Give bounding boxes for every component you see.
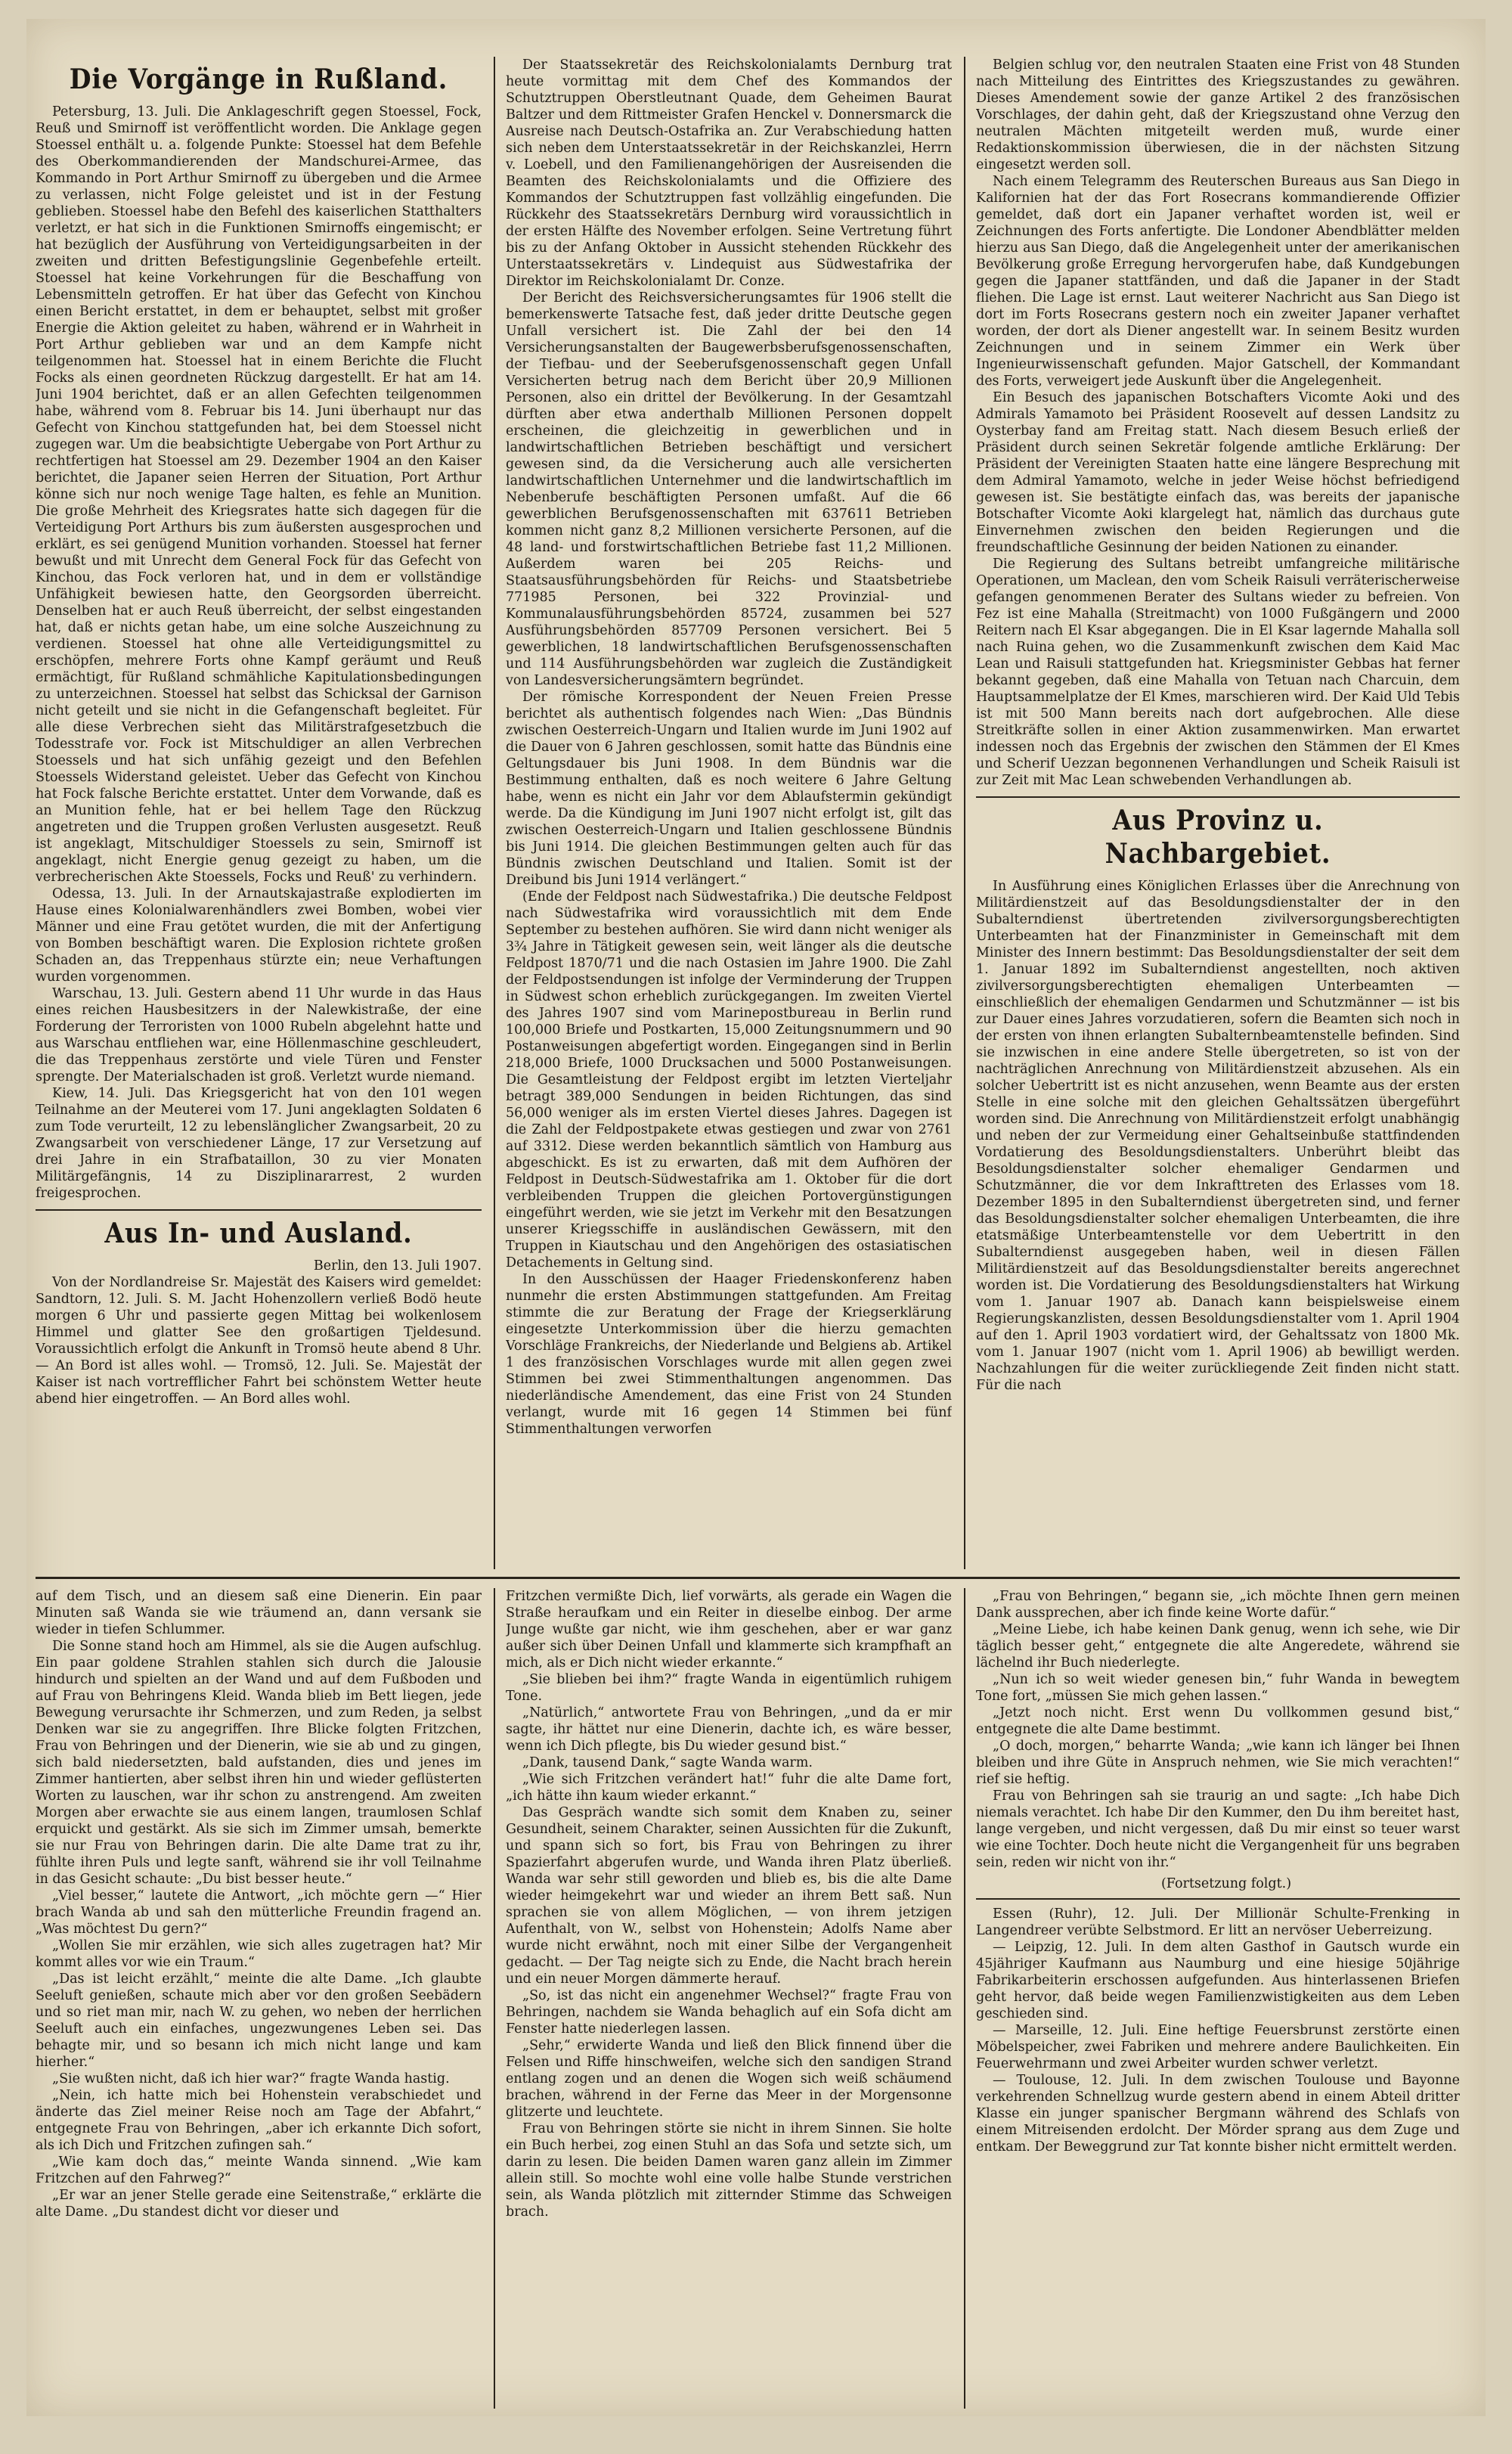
dateline: Berlin, den 13. Juli 1907. bbox=[313, 1258, 482, 1274]
foreign-paragraph: Die Regierung des Sultans betreibt umfangreiche militärische Operationen, um Maclean, den vom Scheik Raisuli verräterischerweise gefangen genommenen Berater des Sultans wieder zu befreien. Von Fez ist eine Mahalla (Streitmacht) von 1000 Fußgängern und 2000 Reitern nach El Ksar abgegangen. Die in El Ksar lagernde Mahalla soll nach Ruina gehen, wo die Zusammenkunft zwischen dem Kaid Mac Lean und Raisuli stattgefunden hat. Kriegsminister Gebbas hat ferner bekannt gegeben, daß eine Mahalla von Tetuan nach Charcuin, dem Hauptsammelplatze der El Kmes, marschieren wird. Der Kaid Uld Tebis ist mit 500 Mann bereits nach dort aufgebrochen. Alle diese Streitkräfte sollen in einer Aktion zusammenwirken. Man erwartet indessen noch das Ergebnis der zwischen den Stämmen der El Kmes und Scherif Uezzan begonnenen Verhandlungen und Scheik Raisuli ist zur Zeit mit Mac Lean schwebenden Verhandlungen ab. bbox=[976, 557, 1460, 788]
foreign-paragraph: Nach einem Telegramm des Reuterschen Bureaus aus San Diego in Kalifornien hat der das Fort Rosecrans kommandierende Offizier gemeldet, daß dort ein Japaner verhaftet worden ist, weil er Zeichnungen des Forts anfertigte. Die Londoner Abendblätter melden hierzu aus San Diego, daß die Angelegenheit unter der amerikanischen Bevölkerung große Erregung hervorgerufen habe, daß Kundgebungen gegen die Japaner stattfänden, und daß die Japaner in der Stadt fliehen. Die Lage ist ernst. Laut weiterer Nachricht aus San Diego ist dort im Forts Rosecrans gestern noch ein zweiter Japaner verhaftet worden, der dort als Diener angestellt war. In seinem Besitz wurden Zeichnungen und in seinem Zimmer ein Werk über Ingenieurwissenschaft gefunden. Major Gatschell, der Kommandant des Forts, verweigert jede Auskunft über die Angelegenheit. bbox=[976, 174, 1460, 389]
column-politics bbox=[506, 57, 952, 1569]
serial-paragraph: „Wollen Sie mir erzählen, wie sich alles zugetragen hat? Mir kommt alles vor wie ein Traum.“ bbox=[36, 1938, 482, 1970]
local-paragraph: Essen (Ruhr), 12. Juli. Der Millionär Schulte-Frenking in Langendreer verübte Selbstmord. Er litt an nervöser Ueberreizung. bbox=[976, 1906, 1460, 1938]
serial-paragraph: Die Sonne stand hoch am Himmel, als sie die Augen aufschlug. Ein paar goldene Strahlen stahlen sich durch die Jalousie hindurch und spielten an der Wand und auf dem Fußboden und auf Frau von Behringens Kleid. Wanda blieb im Bett liegen, jede Bewegung verursachte ihr Schmerzen, und zum Reden, ja selbst Denken war sie zu angegriffen. Ihre Blicke folgten Fritzchen, Frau von Behringen und der Dienerin, wie sie ab und zu gingen, sich bald niedersetzten, bald aufstanden, dies und jenes im Zimmer hantierten, aber selbst ihren hin und wieder geflüsterten Worten zu lauschen, war ihr schon zu anstrengend. Am zweiten Morgen aber erwachte sie aus einem langen, traumlosen Schlaf erquickt und gestärkt. Als sie sich im Zimmer umsah, bemerkte sie nur Frau von Behringen darin. Die alte Dame trat zu ihr, fühlte ihren Puls und legte sanft, während sie ihr voll Teilnahme in das Gesicht schaute: „Du bist besser heute.“ bbox=[36, 1639, 482, 1887]
heading-russia: Die Vorgänge in Rußland. bbox=[69, 64, 448, 95]
serial-paragraph: Fritzchen vermißte Dich, lief vorwärts, als gerade ein Wagen die Straße heraufkam und ein Reiter in dieselbe einbog. Der arme Junge wußte gar nicht, wie ihm geschehen, aber er war ganz außer sich über Deinen Unfall und klammerte sich krampfhaft an mich, als er Dich nicht wieder erkannte.“ bbox=[506, 1589, 952, 1671]
serial-paragraph: „Er war an jener Stelle gerade eine Seitenstraße,“ erklärte die alte Dame. „Du standest dicht vor dieser und bbox=[36, 2188, 482, 2220]
serial-paragraph: „Dank, tausend Dank,“ sagte Wanda warm. bbox=[522, 1755, 813, 1770]
politics-paragraph: Der römische Korrespondent der Neuen Freien Presse berichtet als authentisch folgendes nach Wien: „Das Bündnis zwischen Oesterreich-Ungarn und Italien wurde im Juni 1902 auf die Dauer von 6 Jahren geschlossen, somit hatte das Bündnis eine Geltungsdauer bis Juni 1908. In dem Bündnis war die Bestimmung enthalten, daß es noch weitere 6 Jahre Geltung habe, wenn es nicht ein Jahr vor dem Ablaufstermin gekündigt werde. Da die Kündigung im Juni 1907 nicht erfolgt ist, gilt das zwischen Oesterreich-Ungarn und Italien geschlossene Bündnis bis Juni 1914. Die gleichen Bestimmungen gelten auch für das Bündnis zwischen Deutschland und Italien. Somit ist der Dreibund bis Juni 1914 verlängert.“ bbox=[506, 690, 952, 888]
column-rule bbox=[494, 57, 495, 1569]
serial-paragraph: „Meine Liebe, ich habe keinen Dank genug, wenn ich sehe, wie Dir täglich besser geht,“ entgegnete die alte Angeredete, während sie lächelnd ihr Buch niederlegte. bbox=[976, 1622, 1460, 1671]
serial-paragraph: „Natürlich,“ antwortete Frau von Behringen, „und da er mir sagte, ihr hättet nur eine Dienerin, dachte ich, es wäre besser, wenn ich Dich pflegte, bis Du wieder gesund bist.“ bbox=[506, 1705, 952, 1754]
politics-paragraph: Der Bericht des Reichsversicherungsamtes für 1906 stellt die bemerkenswerte Tatsache fest, daß jeder dritte Deutsche gegen Unfall versichert ist. Die Zahl der bei den 14 Versicherungsanstalten der Baugewerbsberufsgenossenschaften, der Tiefbau- und der Seeberufsgenossenschaft gegen Unfall Versicherten betrug nach dem Bericht über 20,9 Millionen Personen, also ein drittel der Bevölkerung. In der Gesamtzahl dürften aber etwa anderthalb Millionen Personen doppelt erscheinen, die gleichzeitig in gewerblichen und in landwirtschaftlichen Betrieben beschäftigt und versichert gewesen sind, da die Versicherung auch alle versicherten landwirtschaftlichen Unternehmer und die landwirtschaftlich im Nebenberufe beschäftigten Personen umfaßt. Auf die 66 gewerblichen Berufsgenossenschaften mit 637611 Betrieben kommen nicht ganz 8,2 Millionen versicherte Personen, auf die 48 land- und forstwirtschaftlichen Betriebe fast 11,2 Millionen. Außerdem waren bei 205 Reichs- und Staatsausführungsbehörden für Reichs- und Staatsbetriebe 771985 Personen, bei 322 Provinzial- und Kommunalausführungsbehörden 85724, zusammen bei 527 Ausführungsbehörden 857709 Personen versichert. Bei 5 gewerblichen, 18 landwirtschaftlichen Berufsgenossenschaften und 114 Ausführungsbehörden war zugleich die Zuständigkeit von Landesversicherungsämtern begründet. bbox=[506, 290, 952, 688]
feuilleton-divider bbox=[36, 1577, 1460, 1579]
column-foreign bbox=[976, 57, 1460, 1569]
serial-paragraph: „Nun ich so weit wieder genesen bin,“ fuhr Wanda in bewegtem Tone fort, „müssen Sie mich gehen lassen.“ bbox=[976, 1672, 1460, 1704]
serial-paragraph: „Sehr,“ erwiderte Wanda und ließ den Blick finnend über die Felsen und Riffe hinschweifen, welche sich den sandigen Strand entlang zogen und an denen die Wogen sich weiß schäumend brachen, während in der Ferne das Meer in der Morgensonne glitzerte und leuchtete. bbox=[506, 2038, 952, 2120]
serial-paragraph: „Jetzt noch nicht. Erst wenn Du vollkommen gesund bist,“ entgegnete die alte Dame bestimmt. bbox=[976, 1705, 1460, 1737]
russia-paragraph: Warschau, 13. Juli. Gestern abend 11 Uhr wurde in das Haus eines reichen Hausbesitzers in der Nalewkistraße, der eine Forderung der Terroristen von 1000 Rubeln abgelehnt hatte und aus Warschau entfliehen war, eine Höllenmaschine geschleudert, die das Treppenhaus zerstörte und viele Türen und Fenster sprengte. Der Materialschaden ist groß. Verletzt wurde niemand. bbox=[36, 986, 482, 1084]
serial-paragraph: „Sie wußten nicht, daß ich hier war?“ fragte Wanda hastig. bbox=[52, 2071, 450, 2086]
serial-paragraph: „Viel besser,“ lautete die Antwort, „ich möchte gern —“ Hier brach Wanda ab und sah den mütterliche Freundin fragend an. „Was möchtest Du gern?“ bbox=[36, 1888, 482, 1937]
local-paragraph: — Leipzig, 12. Juli. In dem alten Gasthof in Gautsch wurde ein 45jähriger Kaufmann aus Naumburg und eine hiesige 50jährige Fabrikarbeiterin erschossen aufgefunden. Aus hinterlassenen Briefen geht hervor, daß beide wegen Familienzwistigkeiten aus dem Leben geschieden sind. bbox=[976, 1940, 1460, 2021]
column-russia bbox=[36, 57, 482, 1569]
local-paragraph: — Toulouse, 12. Juli. In dem zwischen Toulouse und Bayonne verkehrenden Schnellzug wurde gestern abend in einem Abteil dritter Klasse ein junger spanischer Bergmann während des Schlafs von einem Mitreisenden erdolcht. Der Mörder sprang aus dem Zuge und entkam. Der Beweggrund zur Tat konnte bisher nicht ermittelt werden. bbox=[976, 2073, 1460, 2155]
serial-paragraph: „Wie sich Fritzchen verändert hat!“ fuhr die alte Dame fort, „ich hätte ihn kaum wieder erkannt.“ bbox=[506, 1772, 952, 1804]
serial-column-3 bbox=[976, 1588, 1460, 2409]
serial-paragraph: „Wie kam doch das,“ meinte Wanda sinnend. „Wie kam Fritzchen auf den Fahrweg?“ bbox=[36, 2155, 482, 2186]
serial-paragraph: „Sie blieben bei ihm?“ fragte Wanda in eigentümlich ruhigem Tone. bbox=[506, 1672, 952, 1704]
section-divider bbox=[976, 1898, 1460, 1900]
serial-paragraph: „O doch, morgen,“ beharrte Wanda; „wie kann ich länger bei Ihnen bleiben und ihre Güte in Anspruch nehmen, wie Sie mich verachten!“ rief sie heftig. bbox=[976, 1739, 1460, 1787]
section-divider bbox=[976, 796, 1460, 798]
serial-column-2 bbox=[506, 1588, 952, 2409]
continuation-note: (Fortsetzung folgt.) bbox=[1160, 1876, 1292, 1891]
politics-paragraph: In den Ausschüssen der Haager Friedenskonferenz haben nunmehr die ersten Abstimmungen stattgefunden. Am Freitag stimmte die zur Beratung der Frage der Kriegserklärung eingesetzte Unterkommission über die hierzu gemachten Vorschläge Frankreichs, der Niederlande und Belgiens ab. Artikel 1 des französischen Vorschlages wurde mit allen gegen zwei Stimmen bei zwei Stimmenthaltungen angenommen. Das niederländische Amendement, das eine Frist von 24 Stunden verlangt, wurde mit 16 gegen 14 Stimmen bei fünf Stimmenthaltungen verworfen bbox=[506, 1272, 952, 1437]
russia-paragraph: Kiew, 14. Juli. Das Kriegsgericht hat von den 101 wegen Teilnahme an der Meuterei vom 17. Juni angeklagten Soldaten 6 zum Tode verurteilt, 12 zu lebenslänglicher Zwangsarbeit, 20 zu Zwangsarbeit von verschiedener Länge, 17 zur Versetzung auf drei Jahre in ein Strafbataillon, 30 zu vier Monaten Militärgefängnis, 14 zu Disziplinararrest, 2 wurden freigesprochen. bbox=[36, 1086, 482, 1201]
column-rule bbox=[964, 1588, 965, 2409]
serial-paragraph: „So, ist das nicht ein angenehmer Wechsel?“ fragte Frau von Behringen, nachdem sie Wanda behaglich auf ein Sofa dicht am Fenster hatte niederlegen lassen. bbox=[506, 1988, 952, 2037]
serial-paragraph: auf dem Tisch, und an diesem saß eine Dienerin. Ein paar Minuten saß Wanda sie wie träumend an, dann versank sie wieder in tiefen Schlummer. bbox=[36, 1589, 482, 1637]
heading-province: Aus Provinz u. Nachbargebiet. bbox=[1105, 805, 1331, 870]
russia-paragraph: Petersburg, 13. Juli. Die Anklageschrift gegen Stoessel, Fock, Reuß und Smirnoff ist veröffentlicht worden. Die Anklage gegen Stoessel enthält u. a. folgende Punkte: Stoessel hat dem Befehle des Oberkommandierenden der Mandschurei-Armee, das Kommando in Port Arthur Smirnoff zu übergeben und die Armee zu verlassen, nicht Folge geleistet und ist in der Festung geblieben. Stoessel habe den Befehl des kaiserlichen Statthalters verletzt, er hat sich in die Funktionen Smirnoffs eingemischt; er hat bezüglich der Ausführung von Verteidigungsarbeiten in der zweiten und dritten Befestigungslinie Gegenbefehle erteilt. Stoessel hat keine Vorkehrungen für die Beschaffung von Lebensmitteln getroffen. Er hat über das Gefecht von Kinchou einen Bericht erstattet, in dem er behauptet, selbst mit großer Energie die Aktion geleitet zu haben, während er in Wahrheit in Port Arthur geblieben war und an dem Kampfe nicht teilgenommen hat. Stoessel hat in einem Berichte die Flucht Focks als einen geordneten Rückzug dargestellt. Er hat am 14. Juni 1904 berichtet, daß er an allen Gefechten teilgenommen habe, während vom 8. Februar bis 14. Juni überhaupt nur das Gefecht von Kinchou stattgefunden hat, bei dem Stoessel nicht zugegen war. Um die beabsichtigte Uebergabe von Port Arthur zu rechtfertigen hat Stoessel am 29. Dezember 1904 an den Kaiser berichtet, die Japaner seien Herren der Situation, Port Arthur könne sich nur noch wenige Tage halten, es fehle an Munition. Die große Mehrheit des Kriegsrates hatte sich dagegen für die Verteidigung Port Arthurs bis zum äußersten ausgesprochen und erklärt, es sei genügend Munition vorhanden. Stoessel hat ferner bewußt und mit Unrecht dem General Fock für das Gefecht von Kinchou, das Fock verloren hat, und in dem er vollständige Unfähigkeit bewiesen hatte, den Georgsorden überreicht. Denselben hat er auch Reuß überreicht, der selbst eingestanden hat, daß er nichts getan habe, um eine solche Auszeichnung zu verdienen. Stoessel hat ohne alle Verteidigungsmittel zu erschöpfen, mehrere Forts ohne Kampf geräumt und Reuß ermächtigt, für Rußland schmähliche Kapitulationsbedingungen zu unterzeichnen. Stoessel hat selbst das Schicksal der Garnison nicht geteilt und sie nicht in die Gefangenschaft begleitet. Für alle diese Verbrechen sieht das Militärstrafgesetzbuch die Todesstrafe vor. Fock ist Mitschuldiger an allen Verbrechen Stoessels und hat sich unfähig gezeigt und den Befehlen Stoessels Widerstand geleistet. Ueber das Gefecht von Kinchou hat Fock falsche Berichte erstattet. Unter dem Vorwande, daß es an Munition fehle, hat er bei hellem Tage den Rückzug angetreten und die Truppen großen Verlusten ausgesetzt. Reuß ist angeklagt, Mitschuldiger Stoessels zu sein, Smirnoff ist angeklagt, nicht Energie genug gezeigt zu haben, um die verbrecherischen Akte Stoessels, Focks und Reuß' zu verhindern. bbox=[36, 104, 482, 885]
serial-paragraph: Das Gespräch wandte sich somit dem Knaben zu, seiner Gesundheit, seinem Charakter, seinen Aussichten für die Zukunft, und spann sich so fort, bis Frau von Behringen zu ihrer Spazierfahrt abgerufen wurde, und Wanda ihren Platz überließ. Wanda war sehr still geworden und blieb es, bis die alte Dame wieder heimgekehrt war und wieder an ihrem Bett saß. Nun sprachen sie von allem Möglichen, — von ihrem jetzigen Aufenthalt, von W., selbst von Hohenstein; Adolfs Name aber wurde nicht erwähnt, noch mit einer Silbe der Vergangenheit gedacht. — Der Tag neigte sich zu Ende, die Nacht brach herein und ein neuer Morgen dämmerte herauf. bbox=[506, 1805, 952, 1987]
local-paragraph: — Marseille, 12. Juli. Eine heftige Feuersbrunst zerstörte einen Möbelspeicher, zwei Fabriken und mehrere andere Baulichkeiten. Ein Feuerwehrmann und zwei Arbeiter wurden schwer verletzt. bbox=[976, 2023, 1460, 2071]
russia-paragraph: Odessa, 13. Juli. In der Arnautskajastraße explodierten im Hause eines Kolonialwarenhändlers zwei Bomben, wobei vier Männer und eine Frau getötet wurden, die mit der Anfertigung von Bomben beschäftigt waren. Die Explosion richtete großen Schaden an, das Treppenhaus stürzte ein; neue Verhaftungen wurden vorgenommen. bbox=[36, 886, 482, 985]
serial-paragraph: „Frau von Behringen,“ begann sie, „ich möchte Ihnen gern meinen Dank aussprechen, aber ich finde keine Worte dafür.“ bbox=[976, 1589, 1460, 1621]
newspaper-page bbox=[26, 19, 1486, 2416]
politics-paragraph: (Ende der Feldpost nach Südwestafrika.) Die deutsche Feldpost nach Südwestafrika wird voraussichtlich mit dem Ende September zu bestehen aufhören. Sie wird dann nicht weniger als 3¾ Jahre in Tätigkeit gewesen sein, weit länger als die deutsche Feldpost 1870/71 und die nach Ostasien im Jahre 1900. Die Zahl der Feldpostsendungen ist infolge der Verminderung der Truppen in Südwest schon erheblich zurückgegangen. Im zweiten Viertel des Jahres 1907 sind vom Marinepostbureau in Berlin rund 100,000 Briefe und Postkarten, 15,000 Zeitungsnummern und 90 Postanweisungen abgefertigt worden. Eingegangen sind in Berlin 218,000 Briefe, 1000 Drucksachen und 5000 Postanweisungen. Die Gesamtleistung der Feldpost ergibt im letzten Vierteljahr betragt 389,000 Sendungen in beiden Richtungen, das sind 56,000 weniger als im ersten Viertel dieses Jahres. Dagegen ist die Zahl der Feldpostpakete etwas gestiegen und zwar von 2761 auf 3312. Diese werden bekanntlich sämtlich von Hamburg aus abgeschickt. Es ist zu erwarten, daß mit dem Aufhören der Feldpost in Deutsch-Südwestafrika am 1. Oktober für die dort verbleibenden Truppen die gleichen Portovergünstigungen eingeführt werden, wie sie jetzt im Verkehr mit den Besatzungen unserer Kriegsschiffe in ausländischen Gewässern, mit den Truppen in Kiautschau und den Angehörigen des ostasiatischen Detachements in Geltung sind. bbox=[506, 889, 952, 1270]
heading-abroad: Aus In- und Ausland. bbox=[104, 1218, 413, 1249]
serial-paragraph: Frau von Behringen störte sie nicht in ihrem Sinnen. Sie holte ein Buch herbei, zog einen Stuhl an das Sofa und setzte sich, um darin zu lesen. Die beiden Damen waren ganz allein im Zimmer allein still. So mochte wohl eine volle halbe Stunde verstrichen sein, als Wanda plötzlich mit zitternder Stimme das Schweigen brach. bbox=[506, 2121, 952, 2220]
serial-column-1 bbox=[36, 1588, 482, 2409]
province-paragraph: In Ausführung eines Königlichen Erlasses über die Anrechnung von Militärdienstzeit auf das Besoldungsdienstalter der in den Subalterndienst übertretenden zivilversorgungsberechtigten Unterbeamten hat der Finanzminister in Gemeinschaft mit dem Minister des Innern bestimmt: Das Besoldungsdienstalter der seit dem 1. Januar 1892 im Subalterndienst angestellten, noch aktiven zivilversorgungsberechtigten ehemaligen Unterbeamten — einschließlich der ehemaligen Gendarmen und Schutzmänner — ist bis zur Dauer eines Jahres vorzudatieren, sofern die Beamten sich noch in der ersten von ihnen erlangten Subalternbeamtenstelle befinden. Sind sie inzwischen in eine andere Stelle übergetreten, so ist von der nachträglichen Anrechnung von Militärdienstzeit abzusehen. Als ein solcher Uebertritt ist es nicht anzusehen, wenn Beamte aus der ersten Stelle in eine solche mit den gleichen Gehaltssätzen übergeführt worden sind. Die Anrechnung von Militärdienstzeit erfolgt unabhängig und neben der zur Vermeidung einer Gehaltseinbuße stattfindenden Vordatierung des Besoldungsdienstalters. Unberührt bleibt das Besoldungsdienstalter solcher ehemaliger Gendarmen und Schutzmänner, die vor dem Inkrafttreten des Erlasses vom 18. Dezember 1895 in den Subalterndienst übergetreten sind, und ferner das Besoldungsdienstalter solcher ehemaligen Unterbeamten, die ihre etatsmäßige Unterbeamtenstelle vor dem Uebertritt in den Subalterndienst ausgegeben haben, weil in diesen Fällen Militärdienstzeit auf das Besoldungsdienstalter bereits angerechnet worden ist. Die Vordatierung des Besoldungsdienstalters hat Wirkung vom 1. Januar 1907 ab. Danach kann beispielsweise einem Regierungskanzlisten, dessen Besoldungsdienstalter vom 1. April 1904 auf den 1. April 1903 vordatiert wird, der Gehaltssatz von 1800 Mk. vom 1. Januar 1907 (nicht vom 1. April 1906) ab bewilligt werden. Nachzahlungen für die weiter zurückliegende Zeit finden nicht statt. Für die nach bbox=[976, 879, 1460, 1393]
column-rule bbox=[494, 1588, 495, 2409]
abroad-paragraph: Von der Nordlandreise Sr. Majestät des Kaisers wird gemeldet: Sandtorn, 12. Juli. S. M. Jacht Hohenzollern verließ Bodö heute morgen 6 Uhr und passierte gegen Mittag bei wolkenlosem Himmel und glatter See den großartigen Tjeldesund. Voraussichtlich erfolgt die Ankunft in Tromsö heute abend 8 Uhr. — An Bord ist alles wohl. — Tromsö, 12. Juli. Se. Majestät der Kaiser ist nach vortrefflicher Fahrt bei schönstem Wetter heute abend hier eingetroffen. — An Bord alles wohl. bbox=[36, 1275, 482, 1407]
serial-paragraph: Frau von Behringen sah sie traurig an und sagte: „Ich habe Dich niemals verachtet. Ich habe Dir den Kummer, den Du ihm bereitet hast, lange vergeben, und nicht vergessen, daß Du mir einst so teuer warst wie eine Tochter. Doch heute nicht die Vergangenheit für uns begraben sein, reden wir nicht von ihr.“ bbox=[976, 1789, 1460, 1870]
politics-paragraph: Der Staatssekretär des Reichskolonialamts Dernburg trat heute vormittag mit dem Chef des Kommandos der Schutztruppen Oberstleutnant Quade, dem Geheimen Baurat Baltzer und dem Rittmeister Grafen Henckel v. Donnersmarck die Ausreise nach Deutsch-Ostafrika an. Zur Verabschiedung hatten sich neben dem Unterstaatssekretär in der Reichskanzlei, Herrn v. Loebell, und den Familienangehörigen der Ausreisenden die Beamten des Reichskolonialamts und die Offiziere des Kommandos der Schutztruppen fast vollzählig eingefunden. Die Rückkehr des Staatssekretärs Dernburg wird voraussichtlich in der ersten Hälfte des November erfolgen. Seine Vertretung führt bis zu der Anfang Oktober in Aussicht stehenden Rückkehr des Unterstaatssekretärs v. Lindequist aus Südwestafrika der Direktor im Reichskolonialamt Dr. Conze. bbox=[506, 57, 952, 289]
serial-paragraph: „Nein, ich hatte mich bei Hohenstein verabschiedet und änderte das Ziel meiner Reise noch am Tage der Abfahrt,“ entgegnete Frau von Behringen, „aber ich erkannte Dich sofort, als ich Dich und Fritzchen zufingen sah.“ bbox=[36, 2088, 482, 2153]
foreign-paragraph: Belgien schlug vor, den neutralen Staaten eine Frist von 48 Stunden nach Mitteilung des Eintrittes des Kriegszustandes zu gewähren. Dieses Amendement sowie der ganze Artikel 2 des französischen Vorschlages, der dahin geht, daß der Kriegszustand ohne Verzug den neutralen Mächten mitgeteilt werden muß, wurde einer Redaktionskommission überwiesen, die in der nächsten Sitzung eingesetzt werden soll. bbox=[976, 57, 1460, 172]
column-rule bbox=[964, 57, 965, 1569]
serial-paragraph: „Das ist leicht erzählt,“ meinte die alte Dame. „Ich glaubte Seeluft genießen, schaute mich aber vor den großen Seebädern und so riet man mir, nach W. zu gehen, wo neben der herrlichen Seeluft auch ein einfaches, ungezwungenes Leben sei. Das behagte mir, und so besann ich mich nicht lange und kam hierher.“ bbox=[36, 1972, 482, 2070]
section-divider bbox=[36, 1209, 482, 1211]
foreign-paragraph: Ein Besuch des japanischen Botschafters Vicomte Aoki und des Admirals Yamamoto bei Präsident Roosevelt auf dessen Landsitz zu Oysterbay fand am Freitag statt. Nach diesem Besuch erließ der Präsident durch seinen Sekretär folgende amtliche Erklärung: Der Präsident der Vereinigten Staaten hatte eine längere Besprechung mit dem Admiral Yamamoto, welche in jeder Weise höchst befriedigend gewesen ist. Sie bestätigte einfach das, was bereits der japanische Botschafter Vicomte Aoki klargelegt hat, nämlich das durchaus gute Einvernehmen zwischen den beiden Regierungen und die freundschaftliche Gesinnung der beiden Nationen zu einander. bbox=[976, 390, 1460, 555]
